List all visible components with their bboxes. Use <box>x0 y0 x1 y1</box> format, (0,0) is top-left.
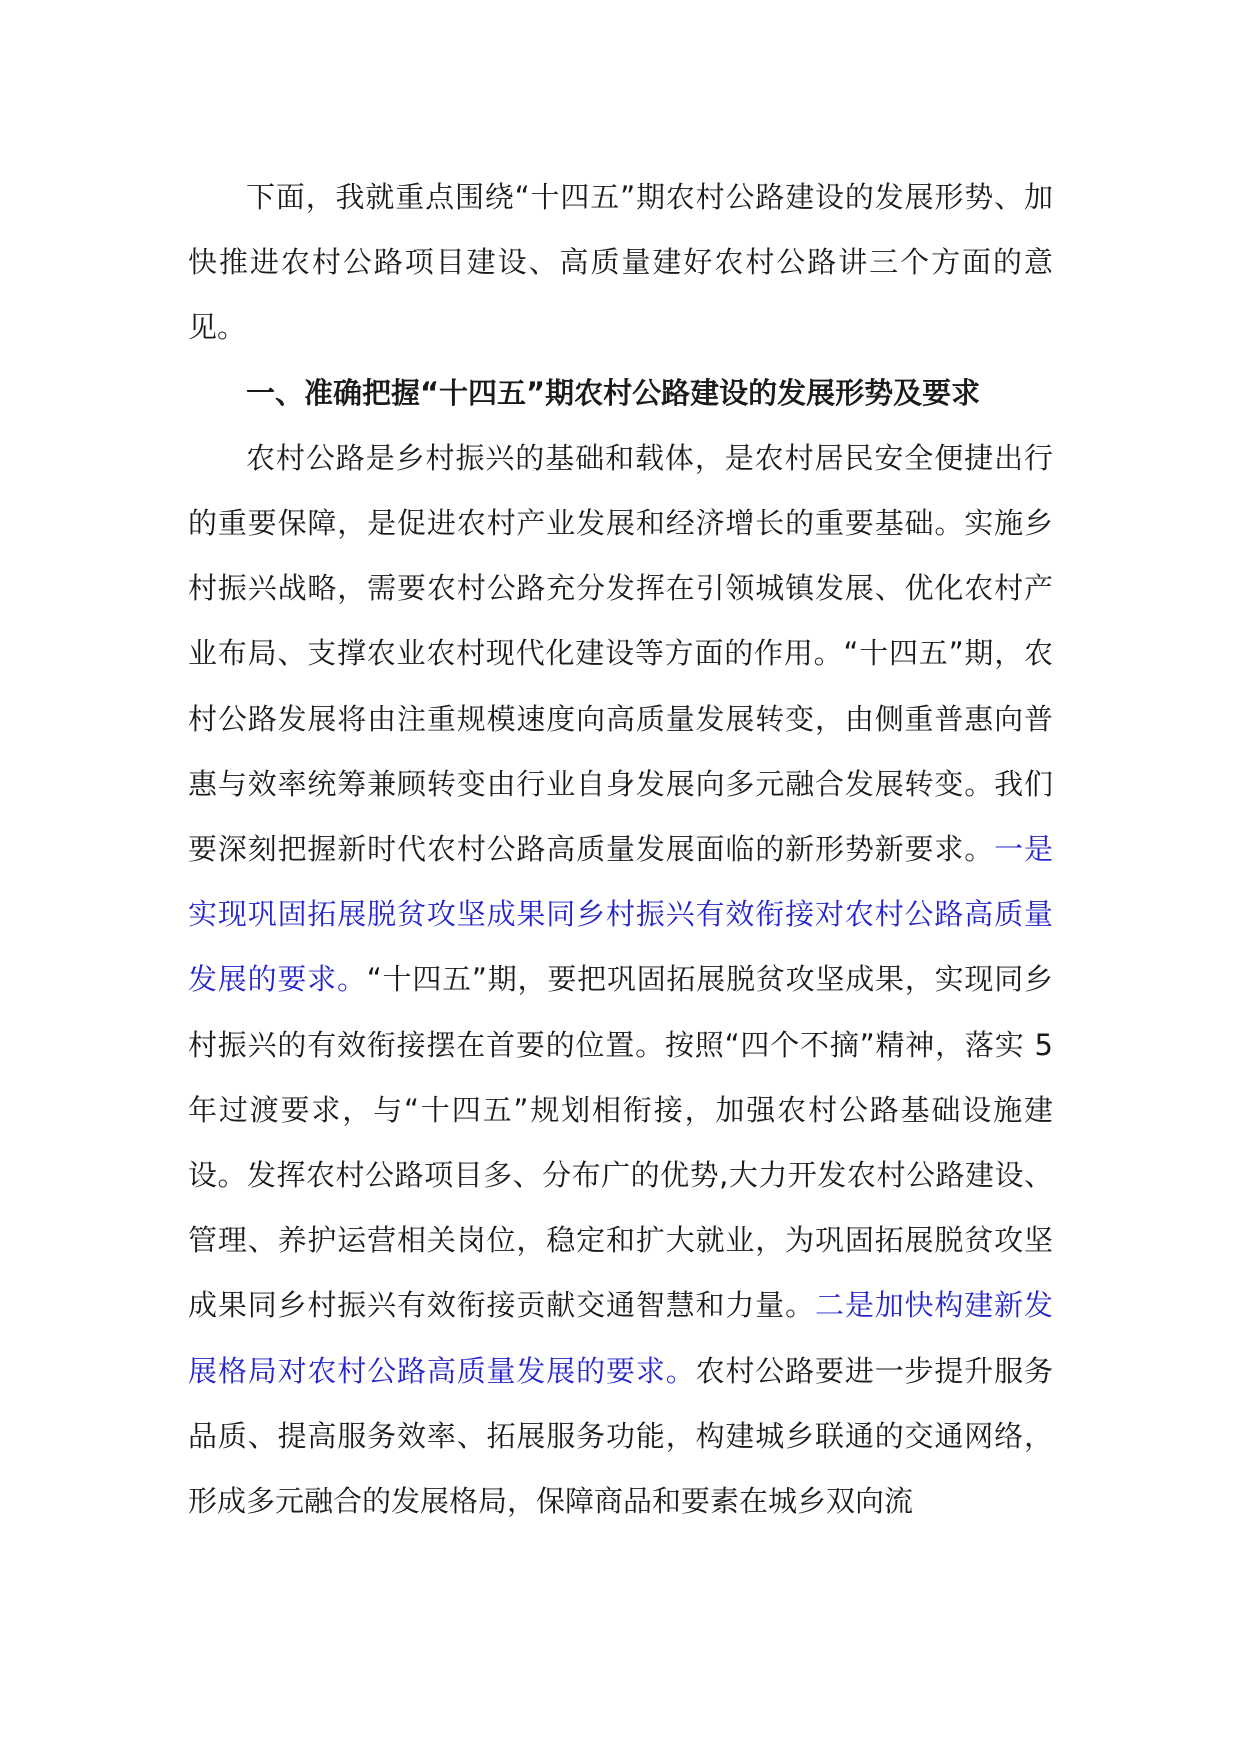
section-heading: 一、准确把握“十四五”期农村公路建设的发展形势及要求 <box>246 375 981 410</box>
document-body <box>188 165 1053 1534</box>
intro-paragraph: 下面，我就重点围绕“十四五”期农村公路建设的发展形势、加快推进农村公路项目建设、高质量建好农村公路讲三个方面的意见。 <box>188 180 1053 345</box>
paragraph-text: 农村公路是乡村振兴的基础和载体，是农村居民安全便捷出行的重要保障，是促进农村产业发展和经济增长的重要基础。实施乡村振兴战略，需要农村公路充分发挥在引领城镇发展、优化农村产业布局、支撑农业农村现代化建设等方面的作用。“十四五”期，农村公路发展将由注重规模速度向高质量发展转变，由侧重普惠向普惠与效率统筹兼顾转变由行业自身发展向多元融合发展转变。我们要深刻把握新时代农村公路高质量发展面临的新形势新要求。 <box>188 440 1053 867</box>
section-paragraph <box>188 426 1053 1534</box>
paragraph-text: 农村公路要进一步提升服务品质、提高服务效率、拓展服务功能，构建城乡联通的交通网络，形成多元融合的发展格局，保障商品和要素在城乡双向流 <box>188 1353 1053 1519</box>
highlighted-point-1: 一是实现巩固拓展脱贫攻坚成果同乡村振兴有效衔接对农村公路高质量发展的要求。 <box>188 832 1053 997</box>
highlighted-point-2: 二是加快构建新发展格局对农村公路高质量发展的要求。 <box>188 1288 1053 1388</box>
paragraph-text: “十四五”期，要把巩固拓展脱贫攻坚成果，实现同乡村振兴的有效衔接摆在首要的位置。按照“四个不摘”精神，落实 5 年过渡要求，与“十四五”规划相衔接，加强农村公路基础设施建设。发挥农村公路项目多、分布广的优势,大力开发农村公路建设、管理、养护运营相关岗位，稳定和扩大就业，为巩固拓展脱贫攻坚成果同乡村振兴有效衔接贡献交通智慧和力量。 <box>188 962 1053 1323</box>
